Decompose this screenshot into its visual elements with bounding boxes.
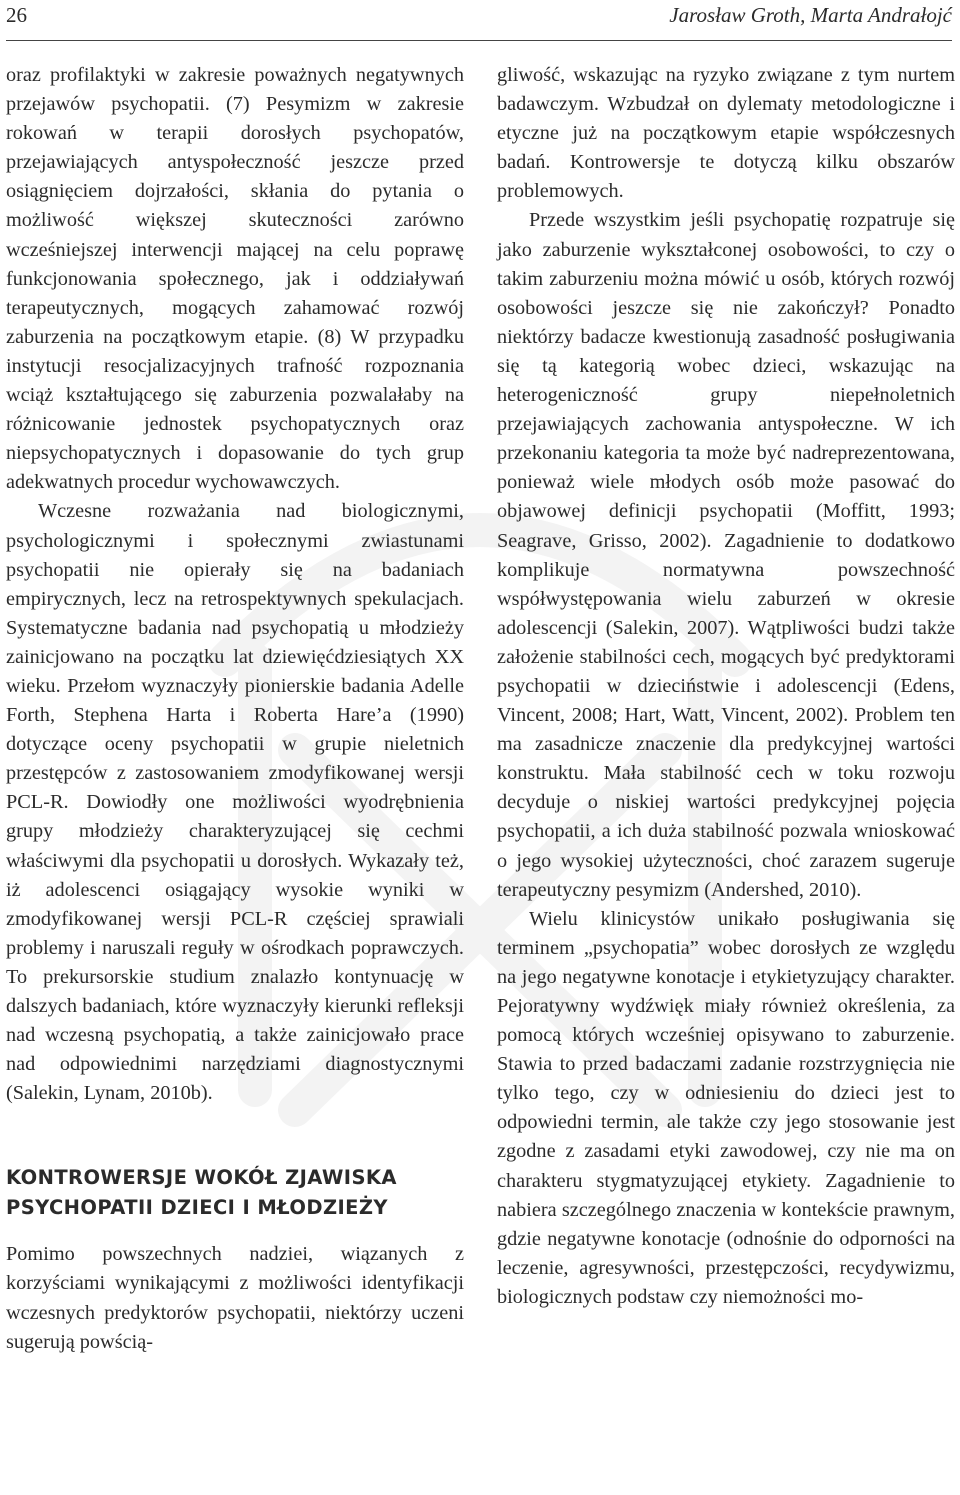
left-paragraph-1: oraz profilaktyki w zakresie poważnych negatywnych przejawów psychopatii. (7) Pesymizm w zakresie rokowań w terapii dorosłych psychopatów, przejawiających antyspołeczność jeszcze przed osiągnięciem dojrzałości, skłania do pytania o możliwość większej skuteczności zarówno wcześniejszej interwencji mającej na celu poprawę funkcjonowania społecznego, jak i oddziaływań terapeutycznych, mogących zahamować rozwój zaburzenia na początkowym etapie. (8) W przypadku instytucji resocjalizacyjnych trafność rozpoznania wciąż kształtującego się zaburzenia pozwalałaby na różnicowanie jednostek psychopatycznych oraz niepsychopatycznych i dopasowanie do tych grup adekwatnych procedur wychowawczych. — [6, 64, 464, 494]
page-number: 26 — [6, 3, 27, 27]
left-paragraph-2: Wczesne rozważania nad biologicznymi, psychologicznymi i społecznymi zwiastunami psychopatii nie opierały się na badaniach empirycznych, lecz na retrospektywnych spekulacjach. Systematyczne badania nad psychopatią u młodzieży zainicjowano na początku lat dziewięćdziesiątych XX wieku. Przełom wyznaczyły pionierskie badania Adelle Forth, Stephena Harta i Roberta Hare’a (1990) dotyczące oceny psychopatii w grupie nieletnich przestępców z zastosowaniem zmodyfikowanej wersji PCL-R. Dowiodły one możliwości wyodrębnienia grupy młodzieży charakteryzującej się cechmi właściwymi dla psychopatii u dorosłych. Wykazały też, iż adolescenci osiągający wysokie wyniki w zmodyfikowanej wersji PCL-R częściej sprawiali problemy i naruszali reguły w ośrodkach poprawczych. To prekursorskie studium znalazło kontynuację w dalszych badaniach, które wyznaczyły kierunki refleksji nad wczesną psychopatią, a także zainicjowało prace nad odpowiednimi narzędziami diagnostycznymi (Salekin, Lynam, 2010b). — [6, 500, 464, 1105]
right-column — [497, 61, 955, 1312]
left-paragraph-3: Pomimo powszechnych nadziei, wiązanych z korzyściami wynikającymi z możliwości identyfikacji wczesnych predyktorów psychopatii, niektórzy uczeni sugerują powścią- — [6, 1243, 464, 1353]
right-paragraph-1: gliwość, wskazując na ryzyko związane z tym nurtem badawczym. Wzbudzał on dylematy metodologiczne i etyczne już na początkowym etapie współczesnych badań. Kontrowersje te dotyczą kilku obszarów problemowych. — [497, 64, 955, 203]
right-paragraph-2: Przede wszystkim jeśli psychopatię rozpatruje się jako zaburzenie wykształconej osobowości, to czy o takim zaburzeniu można mówić u osób, których rozwój osobowości jeszcze się nie zakończył? Ponadto niektórzy badacze kwestionują zasadność posługiwania się tą kategorią wobec dzieci, wskazując na heterogeniczność grupy niepełnoletnich przejawiających zachowania antyspołeczne. W ich przekonaniu kategoria ta może być nadreprezentowana, ponieważ wiele młodych osób może pasować do objawowej definicji psychopatii (Moffitt, 1993; Seagrave, Grisso, 2002). Zagadnienie to dodatkowo komplikuje normatywna powszechność współwystępowania wielu zaburzeń w okresie adolescencji (Salekin, 2007). Wątpliwości budzi także założenie stabilności cech, mogących być predyktorami psychopatii w dzieciństwie i adolescencji (Edens, Vincent, 2008; Hart, Watt, Vincent, 2002). Problem ten ma zasadnicze znaczenie dla predykcyjnej wartości konstruktu. Mała stabilność cech w toku rozwoju decyduje o niskiej wartości predykcyjnej pojęcia psychopatii, a ich duża stabilność pozwala wnioskować o jego wysokiej użyteczności, choć zarazem sugeruje terapeutyczny pesymizm (Andershed, 2010). — [497, 209, 955, 901]
page-header — [6, 0, 952, 41]
left-column — [6, 61, 464, 1357]
right-paragraph-3: Wielu klinicystów unikało posługiwania się terminem „psychopatia” wobec dorosłych ze względu na jego negatywne konotacje i etykietyzujący charakter. Pejoratywny wydźwięk miały również określenia, za pomocą których wcześniej opisywano to zaburzenie. Stawia to przed badaczami zadanie rozstrzygnięcia nie tylko tego, czy w odniesieniu do dzieci jest to odpowiedni termin, ale także czy jego stosowanie jest zgodne z zasadami etyki zawodowej, czy nie ma on charakteru stygmatyzującej etykiety. Zagadnienie to nabiera szczególnego znaczenia w kontekście prawnym, gdzie negatywne konotacje (odnośnie do odporności na leczenie, agresywności, przestępczości, recydywizmu, biologicznych podstaw czy niemożności mo- — [497, 907, 955, 1308]
running-head-authors: Jarosław Groth, Marta Andrałojć — [669, 3, 952, 27]
section-heading: KONTROWERSJE WOKÓŁ ZJAWISKA PSYCHOPATII DZIECI I MŁODZIEŻY — [6, 1166, 397, 1220]
